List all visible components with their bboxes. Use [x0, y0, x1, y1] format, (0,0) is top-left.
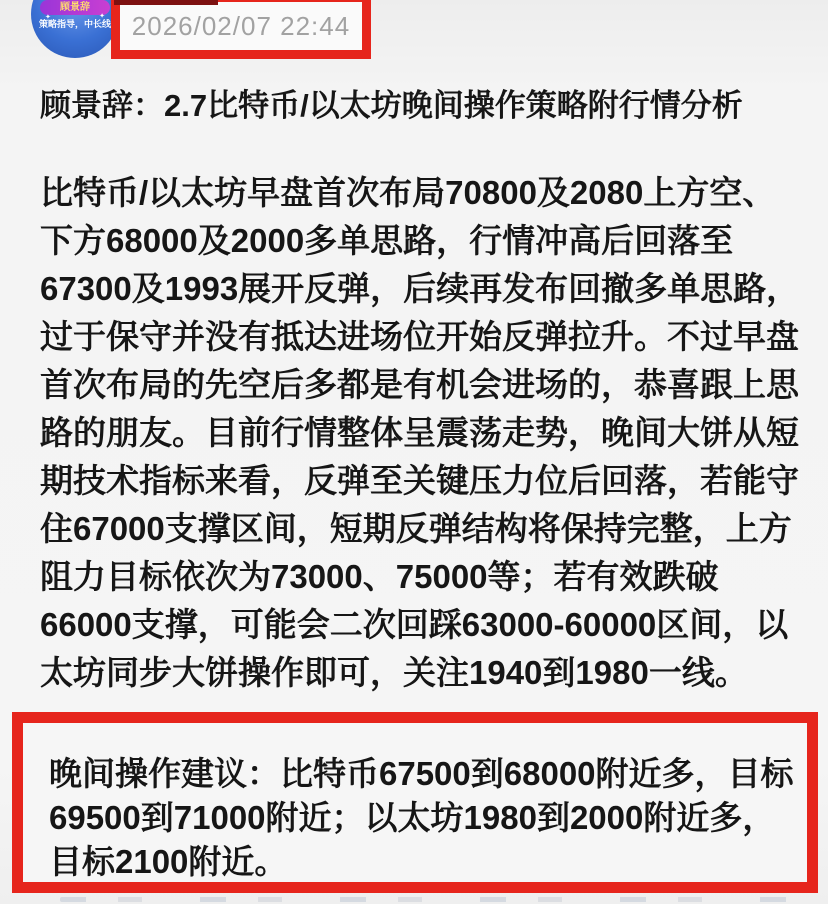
avatar-name-text: 顾景辞 — [60, 2, 90, 13]
body-line: 过于保守并没有抵达进场位开始反弹拉升。不过早盘 — [40, 318, 799, 355]
advice-line: 晚间操作建议：比特币67500到68000附近多，目标 — [49, 755, 794, 792]
avatar[interactable] — [31, 0, 119, 58]
body-line: 期技术指标来看，反弹至关键压力位后回落，若能守 — [40, 462, 799, 499]
body-line: 太坊同步大饼操作即可，关注1940到1980一线。 — [40, 654, 748, 691]
post-body — [40, 169, 799, 697]
post-timestamp: 2026/02/07 22:44 — [131, 10, 351, 41]
clipped-username-remnant — [114, 0, 218, 5]
body-line: 路的朋友。目前行情整体呈震荡走势，晚间大饼从短 — [40, 414, 799, 451]
sparkle-icon: ✦ — [45, 14, 51, 21]
timestamp-highlight-box — [111, 0, 371, 59]
advice-highlight-box — [12, 712, 818, 893]
body-line: 住67000支撑区间，短期反弹结构将保持完整，上方 — [40, 510, 792, 547]
body-line: 下方68000及2000多单思路，行情冲高后回落至 — [40, 222, 734, 259]
body-line: 阻力目标依次为73000、75000等；若有效跌破 — [40, 558, 719, 595]
clipped-next-line-remnant — [60, 897, 790, 902]
body-line: 比特币/以太坊早盘首次布局70800及2080上方空、 — [40, 174, 776, 211]
body-line: 首次布局的先空后多都是有机会进场的，恭喜跟上思 — [40, 366, 799, 403]
advice-line: 69500到71000附近；以太坊1980到2000附近多， — [49, 799, 776, 836]
avatar-caption: 策略指导，中长线 — [38, 19, 111, 29]
post-title: 顾景辞：2.7比特币/以太坊晚间操作策略附行情分析 — [40, 88, 743, 123]
body-line: 66000支撑，可能会二次回踩63000-60000区间，以 — [40, 606, 789, 643]
body-line: 67300及1993展开反弹，后续再发布回撤多单思路， — [40, 270, 800, 307]
sparkle-icon: ✦ — [99, 13, 105, 20]
advice-line: 目标2100附近。 — [49, 843, 288, 880]
